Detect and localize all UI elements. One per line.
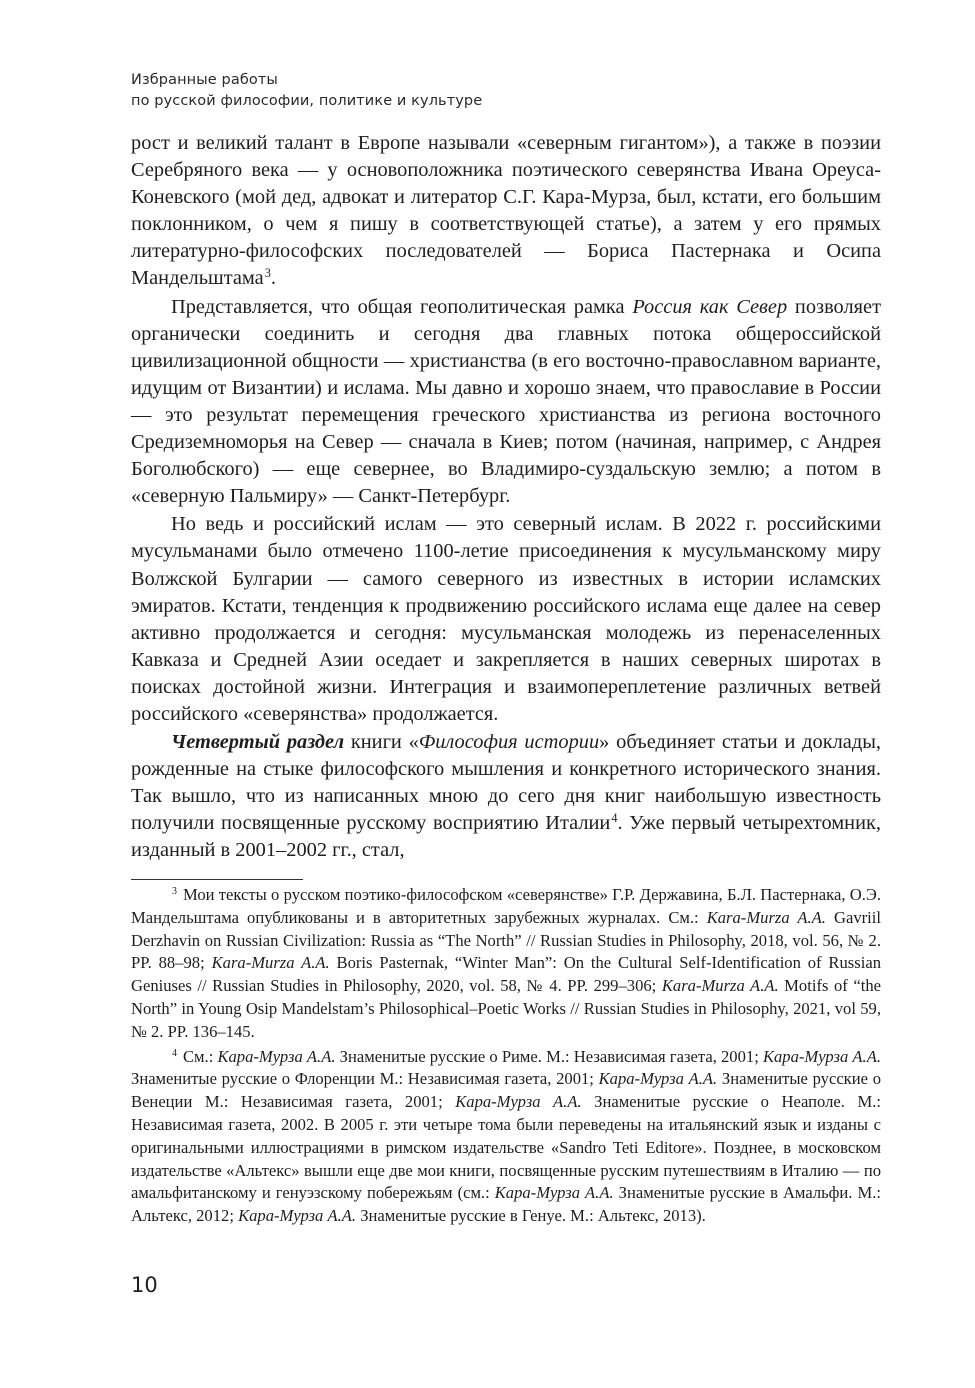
footnote-3-text-3: Boris Pasternak, “Winter Man”: On the Cultural Self-Identification of Russian Geniuses // Russian Studies in Philosophy, 2020, vol. 58, № 4. PP. 299–306; (131, 953, 881, 996)
footnote-4-text-5: Знаменитые русские о Неаполе. М.: Независимая газета, 2002. В 2005 г. эти четыре тома были переведены на итальянский язык и изданы с оригинальными иллюстрациями в римском издательстве «Sandro Teti Editore». Позднее, в московском издательстве «Альтекс» вышли еще две мои книги, посвященные русским путешествиям в Италию — по амальфитанскому и генуэзскому побережьям (см.: (131, 1092, 881, 1203)
footnote-3 (131, 884, 881, 1044)
running-header-line-1: Избранные работы (131, 72, 278, 88)
footnote-4-text-4: Знаменитые русские о Венеции М.: Независимая газета, 2001; (131, 1069, 881, 1112)
footnote-4-author-3: Кара-Мурза А.А. (598, 1069, 718, 1089)
footnote-ref-3: 3 (264, 266, 271, 281)
book-title: Философия истории (418, 731, 600, 754)
paragraph-3-text: Но ведь и российский ислам — это северный ислам. В 2022 г. российскими мусульманами было отмечено 1100-летие присоединения к мусульманскому миру Волжской Булгарии — самого северного из известных в истории исламских эмиратов. Кстати, тенденция к продвижению российского ислама еще далее на север активно продолжается и сегодня: мусульманская молодежь из перенаселенных Кавказа и Средней Азии оседает и закрепляется в наших северных широтах в поисках достойной жизни. Интеграция и взаимопереплетение различных ветвей российского «северянства» продолжается. (131, 513, 881, 725)
footnote-4-author-2: Кара-Мурза А.А. (762, 1046, 881, 1066)
paragraph-2-after: позволяет органически соединить и сегодня два главных потока общероссийской цивилизационной общности — христианства (в его восточно-православном варианте, идущим от Византии) и ислама. Мы давно и хорошо знаем, что православие в России — это результат перемещения греческого христианства из региона восточного Средиземноморья на Север — сначала в Киев; потом (начиная, например, с Андрея Боголюбского) — еще севернее, во Владимиро-суздальскую землю; а потом в «северную Пальмиру» — Санкт-Петербург. (131, 295, 881, 508)
running-header-line-2: по русской философии, политике и культуре (131, 93, 483, 109)
footnote-4-text-3: Знаменитые русские о Флоренции М.: Независимая газета, 2001; (131, 1069, 599, 1089)
main-text (131, 130, 881, 865)
section-lead: Четвертый раздел (171, 731, 345, 754)
footnote-4-author-4: Кара-Мурза А.А. (455, 1092, 582, 1112)
footnote-4-author-5: Кара-Мурза А.А. (494, 1183, 614, 1203)
footnote-ref-4: 4 (611, 811, 618, 825)
paragraph-1-end: . (270, 267, 276, 290)
paragraph-1 (131, 130, 881, 293)
footnotes (131, 884, 881, 1228)
footnote-4-text-2: Знаменитые русские о Риме. М.: Независимая газета, 2001; (335, 1046, 763, 1066)
footnote-3-number: 3 (172, 886, 177, 898)
footnote-3-text-1: Мои тексты о русском поэтико-философском «северянстве» Г.Р. Державина, Б.Л. Пастернака, О.Э. Мандельштама опубликованы и в авторитетных зарубежных журналах. См.: (131, 885, 881, 927)
footnote-3-author-2: Kara-Murza A.A. (211, 953, 330, 973)
footnote-4-author-1: Кара-Мурза А.А. (217, 1046, 336, 1066)
footnote-3-text-4: Motifs of “the North” in Young Osip Mandelstam’s Philosophical–Poetic Works // Russian Studies in Philosophy, 2021, vol 59, № 2. PP. 136–145. (131, 976, 881, 1041)
paragraph-4-text-2: » объединяет статьи и доклады, рожденные на стыке философского мышления и конкретного исторического знания. Так вышло, что из написанных мною до сего дня книг наибольшую известность получили посвященные русскому восприятию Италии (131, 731, 881, 835)
running-header (131, 70, 482, 112)
footnote-4-text-7: Знаменитые русские в Генуе. М.: Альтекс, 2013). (356, 1206, 706, 1226)
footnote-4-number: 4 (172, 1047, 177, 1059)
footnote-3-author-3: Kara-Murza A.A. (661, 976, 779, 996)
paragraph-4 (131, 729, 881, 864)
paragraph-3 (131, 511, 881, 728)
page-number: 10 (131, 1273, 158, 1297)
footnote-3-text-2: Gavriil Derzhavin on Russian Civilization: Russia as “The North” // Russian Studies in Philosophy, 2018, vol. 56, № 2. PP. 88–98; (131, 907, 881, 973)
footnote-3-author-1: Kara-Murza A.A. (706, 907, 826, 927)
footnote-4 (131, 1046, 881, 1228)
footnote-4-text-1: См.: (182, 1046, 218, 1066)
footnote-4-text-6: Знаменитые русские в Амальфи. М.: Альтекс, 2012; (131, 1183, 881, 1226)
paragraph-4-text-1: книги « (344, 731, 419, 754)
paragraph-1-text: рост и великий талант в Европе называли «северным гигантом»), а также в поэзии Серебряного века — у основоположника поэтического северянства Ивана Ореуса-Коневского (мой дед, адвокат и литератор С.Г. Кара-Мурза, был, кстати, его большим поклонником, о чем я пишу в соответствующей статье), а затем у его прямых литературно-философских последователей — Бориса Пастернака и Осипа Мандельштама (131, 132, 881, 290)
footnote-separator (131, 879, 303, 880)
footnote-4-author-6: Кара-Мурза А.А. (238, 1206, 357, 1226)
paragraph-2-emphasis: Россия как Север (632, 295, 788, 318)
paragraph-2 (131, 294, 881, 511)
paragraph-4-text-3: . Уже первый четырехтомник, изданный в 2001–2002 гг., стал, (131, 812, 881, 862)
paragraph-2-before: Представляется, что общая геополитическая рамка (171, 295, 633, 318)
